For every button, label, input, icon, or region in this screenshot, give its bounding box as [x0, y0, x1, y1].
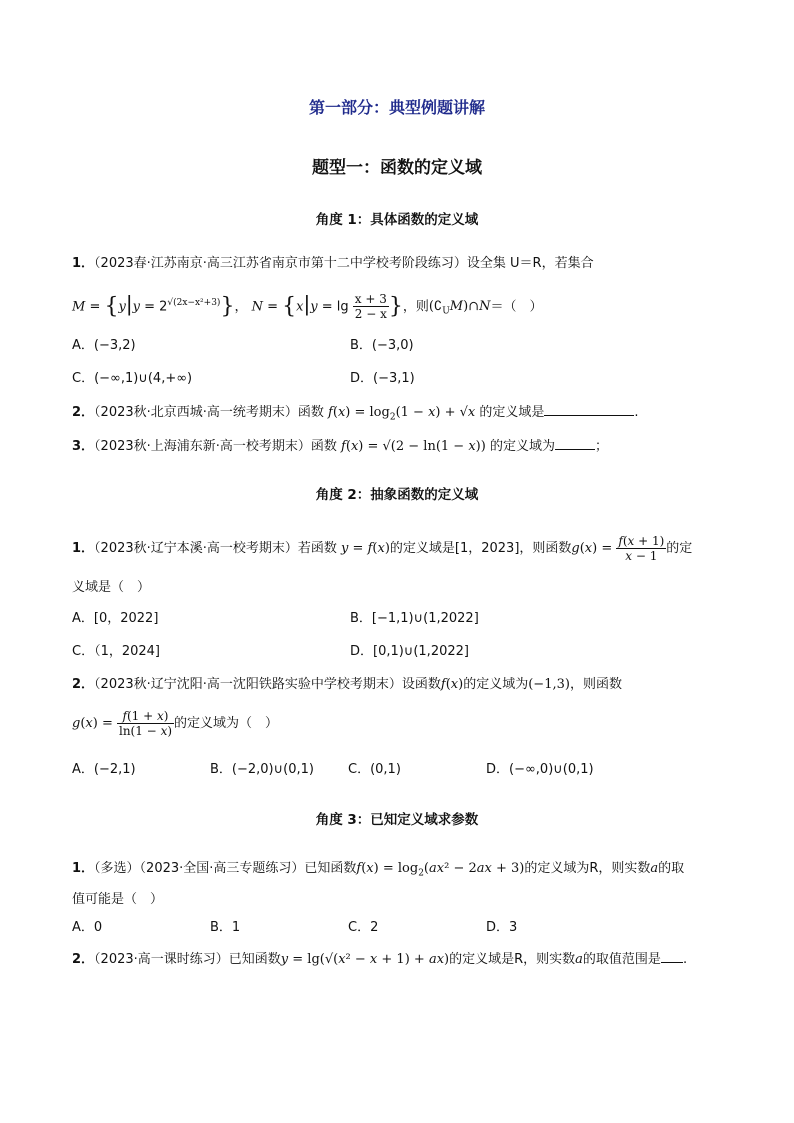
- angle2-q1-option-a: A．[0，2022]: [72, 611, 159, 626]
- question-number: 1．: [72, 541, 95, 556]
- angle2-q2-option-c: C．(0,1): [348, 762, 401, 777]
- question-text: （2023秋·北京西城·高一统考期末）函数: [94, 405, 324, 420]
- question-interval: (−1,3): [528, 677, 570, 692]
- angle1-q3: 3．（2023秋·上海浦东新·高一校考期末）函数 f(x) = √(2 − ln(1 − x)) 的定义域为 ；: [72, 435, 732, 457]
- angle2-q1-option-b: B．[−1,1)∪(1,2022]: [350, 611, 479, 626]
- q1-tail2: ＝（ ）: [490, 299, 543, 315]
- question-number: 2．: [72, 405, 95, 420]
- question-number: 2．: [72, 952, 95, 967]
- angle3-q1-stem: 1．（多选）（2023·全国·高三专题练习）已知函数$f(x) = \log_2(ax^2 - 2ax + 3)$的定义域为R，则实数a的取: [72, 861, 685, 879]
- angle3-q1-option-a: A．0: [72, 920, 103, 935]
- angle1-q1-stem: [72, 254, 732, 274]
- answer-blank: [544, 401, 634, 416]
- question-mid: 的定义域是[1，2023]，则函数: [389, 541, 572, 556]
- question-text: （2023春·江苏南京·高三江苏省南京市第十二中学校考阶段练习）设全集 U＝R，若集合: [94, 256, 594, 271]
- angle2-q1-option-d: D．[0,1)∪(1,2022]: [350, 644, 469, 659]
- angle1-q1-option-d: D．(−3,1): [350, 371, 415, 386]
- angle2-q1-line2: 义域是（ ）: [72, 580, 151, 595]
- angle2-q1-option-c: C．（1，2024]: [72, 644, 161, 659]
- question-mid: 的定义域为: [463, 677, 529, 692]
- angle2-title: 角度 2：抽象函数的定义域: [315, 487, 479, 503]
- angle2-q2-option-a: A．(−2,1): [72, 762, 136, 777]
- question-end: .: [634, 405, 639, 420]
- angle1-q1-sets: $M = \{y|y = 2^{√(2x-x^2+3)}\}$， N = {x|y = lg $\frac{x + 3}{2 - x}$ }，则$(∁_UM)\cap N=$（ ）: [72, 291, 543, 322]
- question-tail: 的定义域是: [479, 405, 545, 420]
- question-text: （2023秋·辽宁本溪·高一校考期末）若函数: [94, 541, 337, 556]
- question-tail: 的定义域是R，则实数: [449, 952, 576, 967]
- angle2-q2-option-d: D．(−∞,0)∪(0,1): [486, 762, 594, 777]
- question-number: 1．: [72, 256, 95, 271]
- question-tail: 的定义域为R，则实数: [524, 861, 651, 876]
- question-tail2: 的取值范围是: [582, 952, 661, 967]
- angle3-q1-line2: 值可能是（ ）: [72, 892, 164, 907]
- angle1-q2: 2．（2023秋·北京西城·高一统考期末）函数 $f(x) = \log_2(1 - x) + √x$ 的定义域是 .: [72, 401, 732, 428]
- question-number: 3．: [72, 439, 95, 454]
- question-tail: 的定义域为: [489, 439, 555, 454]
- answer-blank: [661, 948, 683, 963]
- question-number: 2．: [72, 677, 95, 692]
- question-text: （多选）（2023·全国·高三专题练习）已知函数: [94, 861, 357, 876]
- question-tail: 的定: [666, 541, 693, 556]
- question-tail: ，则函数: [569, 677, 622, 692]
- question-line2: 的定义域为（ ）: [174, 716, 279, 731]
- question-end: ；: [594, 439, 608, 454]
- angle1-q1-option-b: B．(−3,0): [350, 338, 414, 353]
- angle3-q1-option-d: D．3: [486, 920, 518, 935]
- angle2-q2-stem: 2．（2023秋·辽宁沈阳·高一沈阳铁路实验中学校考期末）设函数f(x)的定义域为(−1,3)，则函数: [72, 677, 622, 692]
- angle1-q1-option-a: A．(−3,2): [72, 338, 136, 353]
- angle2-q2-line2: g(x) = $\frac{f(1 + x)}{\ln(1 - x)}$ 的定义域为（ ）: [72, 709, 279, 738]
- angle2-q1-stem: 1．（2023秋·辽宁本溪·高一校考期末）若函数 y = f(x)的定义域是[1，2023]，则函数g(x) = $\frac{f(x + 1)}{x - 1}$ 的定: [72, 534, 693, 563]
- question-text: （2023·高一课时练习）已知函数: [94, 952, 281, 967]
- angle3-title: 角度 3：已知定义域求参数: [315, 812, 479, 828]
- q1-tail: ，则: [402, 299, 429, 315]
- question-end: .: [682, 952, 688, 967]
- answer-blank: [555, 435, 595, 450]
- angle3-q1-option-b: B．1: [210, 920, 241, 935]
- angle3-q2-stem: 2．（2023·高一课时练习）已知函数y = lg(√(x² − x + 1) + ax)的定义域是R，则实数a的取值范围是 .: [72, 948, 732, 970]
- question-tail2: 的取: [658, 861, 685, 876]
- angle1-title: 角度 1：具体函数的定义域: [315, 212, 479, 228]
- type-title: 题型一：函数的定义域: [312, 158, 482, 178]
- angle3-q1-option-c: C．2: [348, 920, 379, 935]
- question-text: （2023秋·上海浦东新·高一校考期末）函数: [94, 439, 337, 454]
- part-title: 第一部分：典型例题讲解: [308, 98, 485, 117]
- question-text: （2023秋·辽宁沈阳·高一沈阳铁路实验中学校考期末）设函数: [94, 677, 441, 692]
- angle1-q1-option-c: C．(−∞,1)∪(4,+∞): [72, 371, 193, 386]
- angle2-q2-option-b: B．(−2,0)∪(0,1): [210, 762, 314, 777]
- question-number: 1．: [72, 861, 95, 876]
